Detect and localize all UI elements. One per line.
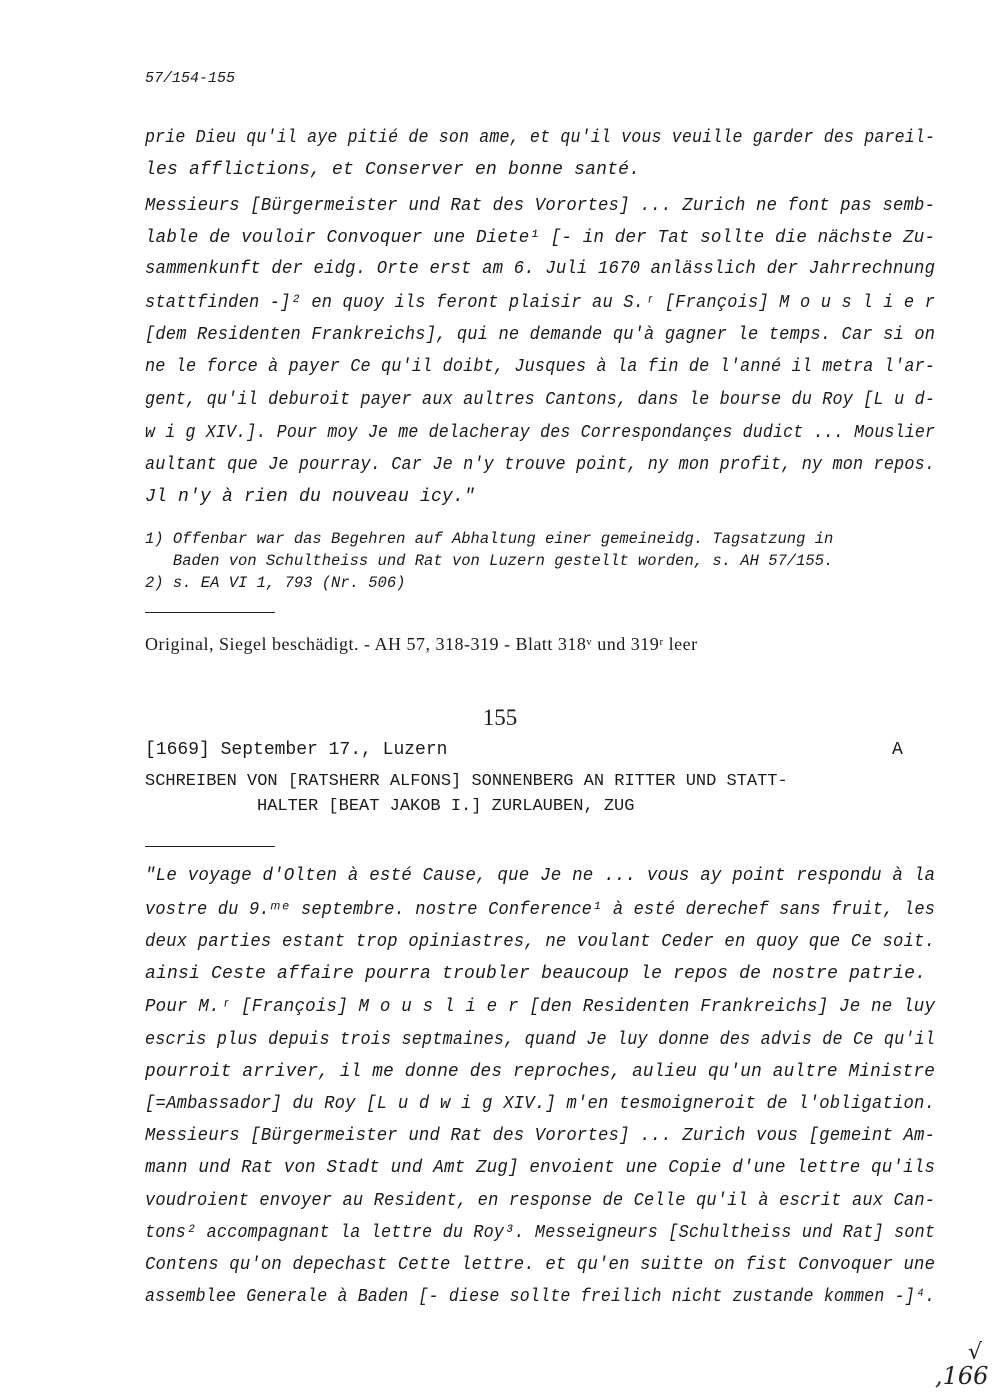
text-line: [=Ambassador] du Roy [L u d w i g XIV.] m'en tesmoigneroit de l'obligation. (145, 1094, 936, 1114)
document-letter: A (892, 740, 903, 760)
document-number: 155 (482, 705, 518, 730)
footnote: 2) s. EA VI 1, 793 (Nr. 506) (145, 574, 406, 592)
text-line: gent, qu'il deburoit payer aux aultres Cantons, dans le bourse du Roy [L u d- (145, 390, 936, 410)
text-line: [dem Residenten Frankreichs], qui ne demande qu'à gagner le temps. Car si on (145, 325, 936, 345)
handwritten-folio-number: ,166 (935, 1362, 989, 1390)
text-line: assemblee Generale à Baden [- diese sollte freilich nicht zustande kommen -]⁴. (145, 1287, 936, 1307)
date-place: [1669] September 17., Luzern (145, 740, 448, 760)
text-line: tons² accompagnant la lettre du Roy³. Messeigneurs [Schultheiss und Rat] sont (145, 1223, 936, 1243)
text-line: mann und Rat von Stadt und Amt Zug] envoient une Copie d'une lettre qu'ils (145, 1158, 936, 1178)
text-line: deux parties estant trop opiniastres, ne voulant Ceder en quoy que Ce soit. (145, 932, 936, 952)
text-line: Contens qu'on depechast Cette lettre. et qu'en suitte on fist Convoquer une (145, 1255, 936, 1275)
text-line: "Le voyage d'Olten à esté Cause, que Je ne ... vous ay point respondu à la (145, 866, 936, 886)
text-line: stattfinden -]² en quoy ils feront plaisir au S.ʳ [François] M o u s l i e r (145, 293, 936, 313)
checkmark-annotation: √ (968, 1340, 983, 1365)
text-line: w i g XIV.]. Pour moy Je me delacheray des Correspondançes dudict ... Mouslier (145, 423, 936, 443)
page-reference: 57/154-155 (145, 70, 236, 87)
text-line: Pour M.ʳ [François] M o u s l i e r [den Residenten Frankreichs] Je ne luy (145, 997, 936, 1017)
text-line: aultant que Je pourray. Car Je n'y trouve point, ny mon profit, ny mon repos. (145, 455, 936, 475)
text-line: prie Dieu qu'il aye pitié de son ame, et qu'il vous veuille garder des pareil- (145, 128, 936, 148)
footnote-rule (145, 612, 275, 613)
title-rule (145, 846, 275, 847)
text-line: Jl n'y à rien du nouveau icy." (145, 487, 476, 507)
text-line: Messieurs [Bürgermeister und Rat des Vorortes] ... Zurich ne font pas semb- (145, 196, 936, 216)
text-line: les afflictions, et Conserver en bonne santé. (145, 160, 641, 180)
text-line: vostre du 9.ᵐᵉ septembre. nostre Conference¹ à esté derechef sans fruit, les (145, 900, 936, 920)
text-line: pourroit arriver, il me donne des reproches, aulieu qu'un aultre Ministre (145, 1062, 936, 1082)
document-title-line: HALTER [BEAT JAKOB I.] ZURLAUBEN, ZUG (257, 797, 635, 816)
text-line: ne le force à payer Ce qu'il doibt, Jusques à la fin de l'anné il metra l'ar- (145, 357, 936, 377)
text-line: lable de vouloir Convoquer une Diete¹ [- in der Tat sollte die nächste Zu- (145, 228, 936, 248)
source-note: Original, Siegel beschädigt. - AH 57, 318-319 - Blatt 318ᵛ und 319ʳ leer (145, 634, 698, 654)
footnote: 1) Offenbar war das Begehren auf Abhaltung einer gemeineidg. Tagsatzung in (145, 530, 834, 548)
text-line: escris plus depuis trois septmaines, quand Je luy donne des advis de Ce qu'il (145, 1030, 936, 1050)
text-line: Messieurs [Bürgermeister und Rat des Vorortes] ... Zurich vous [gemeint Am- (145, 1126, 936, 1146)
footnote: Baden von Schultheiss und Rat von Luzern gestellt worden, s. AH 57/155. (145, 552, 834, 570)
text-line: voudroient envoyer au Resident, en response de Celle qu'il à escrit aux Can- (145, 1191, 936, 1211)
text-line: sammenkunft der eidg. Orte erst am 6. Juli 1670 anlässlich der Jahrrechnung (145, 259, 936, 279)
document-title-line: SCHREIBEN VON [RATSHERR ALFONS] SONNENBERG AN RITTER UND STATT- (145, 772, 788, 791)
text-line: ainsi Ceste affaire pourra troubler beaucoup le repos de nostre patrie. (145, 964, 927, 984)
